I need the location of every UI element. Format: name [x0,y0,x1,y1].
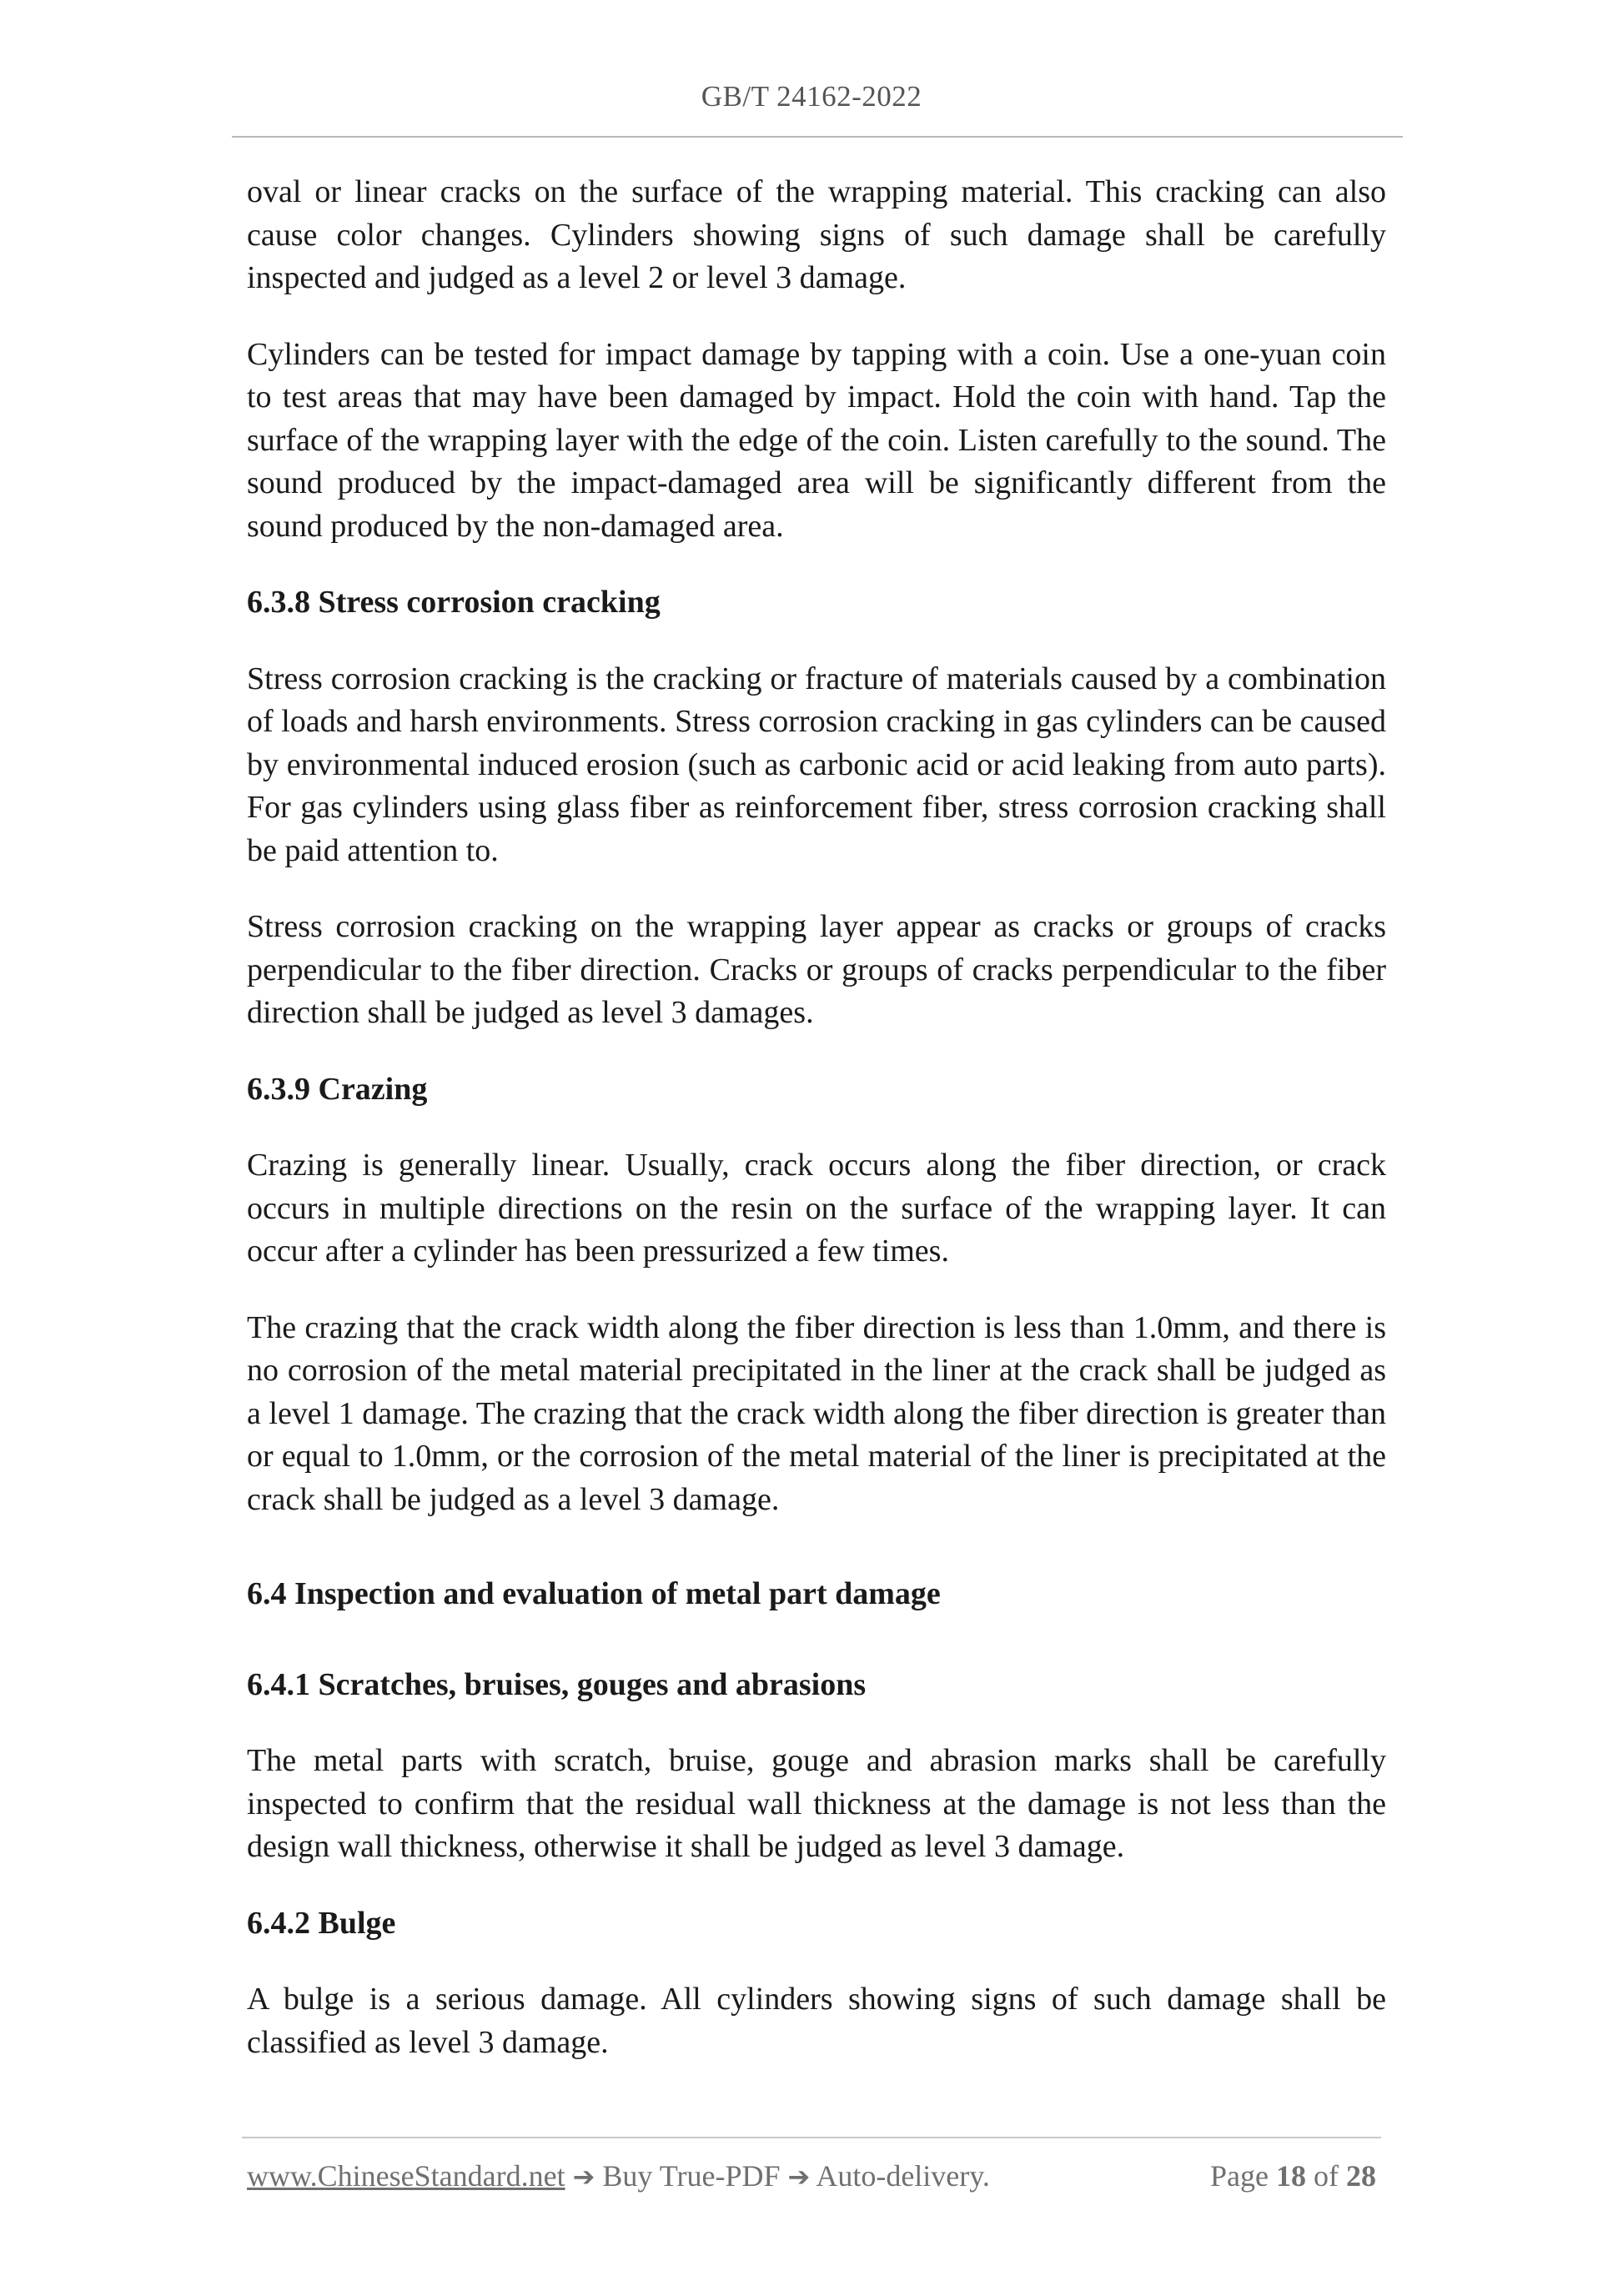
paragraph-crazing-definition: Crazing is generally linear. Usually, crack occurs along the fiber direction, or crack occurs in multiple directions on the resin on the surface of the wrapping layer. It can occur after a cylinder has been pressurized a few times. [247,1148,1386,1269]
paragraph-stress-corrosion-judgement: Stress corrosion cracking on the wrapping layer appear as cracks or groups of cracks perpendicular to the fiber direction. Cracks or groups of cracks perpendicular to the fiber direction shall be judged as level 3 damages. [247,909,1386,1030]
current-page-number: 18 [1276,2159,1306,2193]
section-heading-6-4-2: 6.4.2 Bulge [247,1905,396,1941]
section-heading-6-3-9: 6.3.9 Crazing [247,1071,428,1107]
paragraph-metal-scratches: The metal parts with scratch, bruise, gouge and abrasion marks shall be carefully inspected to confirm that the residual wall thickness at the damage is not less than the design wall thickness, otherwise it shall be judged as level 3 damage. [247,1743,1386,1864]
header-divider [232,136,1403,138]
paragraph-crazing-judgement: The crazing that the crack width along the fiber direction is less than 1.0mm, and there is no corrosion of the metal material precipitated in the liner at the crack shall be judged as a level 1 damage. The crazing that the crack width along the fiber direction is greater than or equal to 1.0mm, or the corrosion of the metal material of the liner is precipitated at the crack shall be judged as a level 3 damage. [247,1309,1386,1517]
site-link[interactable]: www.ChineseStandard.net [247,2159,565,2193]
section-heading-6-4: 6.4 Inspection and evaluation of metal part damage [247,1576,941,1611]
of-label: of [1314,2159,1339,2193]
document-header-code: GB/T 24162-2022 [701,80,922,113]
page-indicator [1084,2158,1376,2193]
auto-delivery-text: Auto-delivery. [816,2159,990,2193]
buy-pdf-text: Buy True-PDF [602,2159,781,2193]
arrow-right-icon: ➔ [572,2161,595,2193]
paragraph-bulge: A bulge is a serious damage. All cylinders showing signs of such damage shall be classified as level 3 damage. [247,1982,1386,2060]
footer-promo [247,2158,990,2193]
section-heading-6-4-1: 6.4.1 Scratches, bruises, gouges and abrasions [247,1666,867,1702]
footer-divider [242,2137,1381,2138]
paragraph-stress-corrosion-definition: Stress corrosion cracking is the cracking or fracture of materials caused by a combination of loads and harsh environments. Stress corrosion cracking in gas cylinders can be caused by environmental induced erosion (such as carbonic acid or acid leaking from auto parts). For gas cylinders using glass fiber as reinforcement fiber, stress corrosion cracking shall be paid attention to. [247,661,1386,868]
paragraph-oval-linear-cracks: oval or linear cracks on the surface of the wrapping material. This cracking can also cause color changes. Cylinders showing signs of such damage shall be carefully inspected and judged as a level 2 or level 3 damage. [247,174,1386,295]
document-body [247,171,1386,2098]
page-label: Page [1210,2159,1269,2193]
section-heading-6-3-8: 6.3.8 Stress corrosion cracking [247,585,661,620]
total-pages-number: 28 [1346,2159,1376,2193]
paragraph-coin-tap-test: Cylinders can be tested for impact damage by tapping with a coin. Use a one-yuan coin to test areas that may have been damaged by impact. Hold the coin with hand. Tap the surface of the wrapping layer with the edge of the coin. Listen carefully to the sound. The sound produced by the impact-damaged area will be significantly different from the sound produced by the non-damaged area. [247,336,1386,544]
arrow-right-icon: ➔ [787,2161,811,2193]
